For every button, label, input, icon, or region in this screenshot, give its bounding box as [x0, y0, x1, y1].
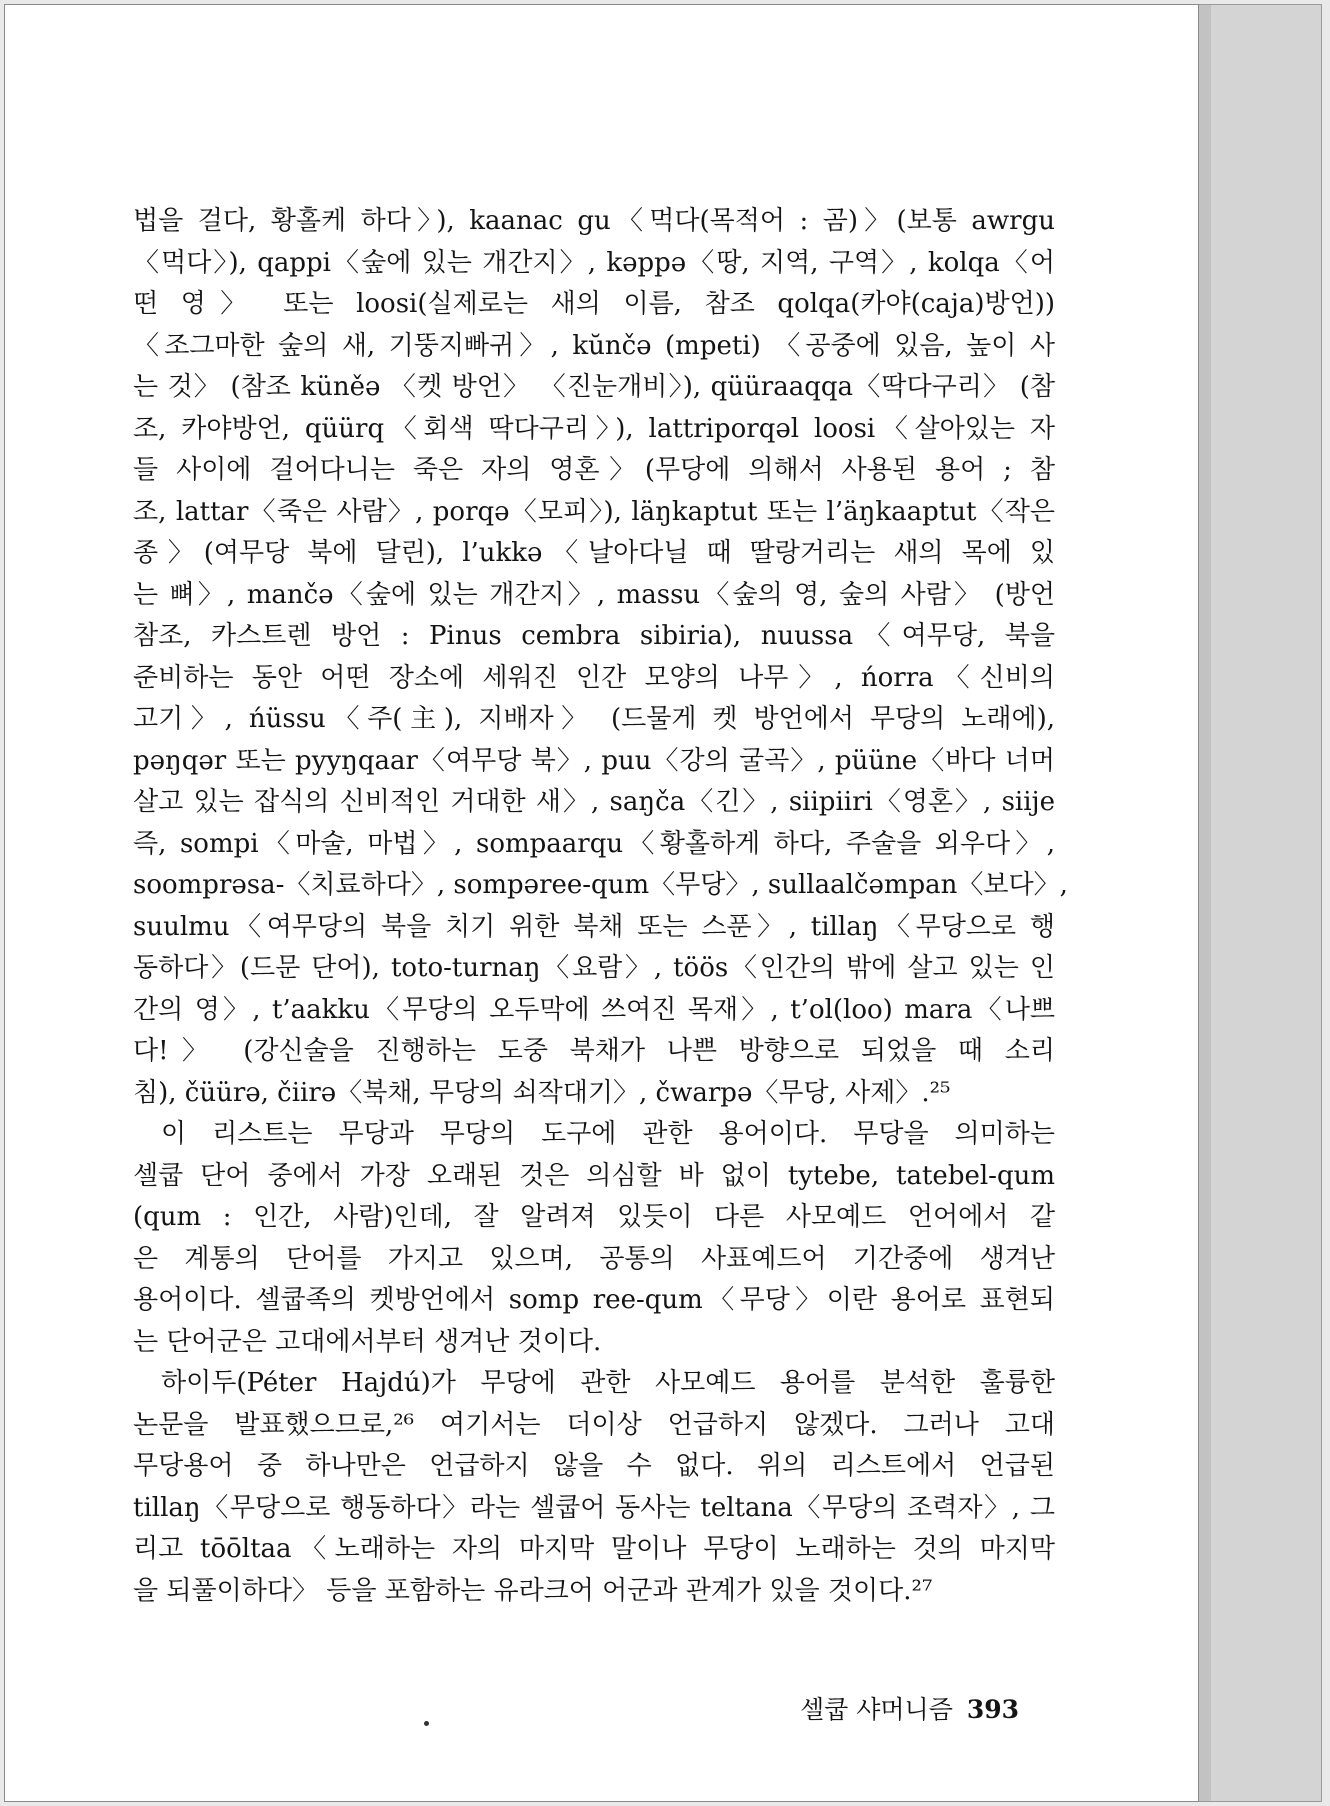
page-body-text [133, 201, 1068, 1612]
text-line: 조, 카야방언, qüürq〈회색 딱다구리〉), lattriporqəl loosi〈살아있는 자 [133, 413, 1055, 444]
text-line: 동하다〉(드문 단어), toto-turnaŋ〈요람〉, töös〈인간의 밖에 살고 있는 인 [133, 953, 1055, 983]
text-line: 고기〉, ńüssu〈주(主), 지배자〉 (드물게 켓 방언에서 무당의 노래에), [133, 704, 1055, 734]
page-number: 393 [966, 1695, 1020, 1724]
text-line: 법을 걸다, 황홀케 하다〉), kaanac gu〈먹다(목적어 : 곰)〉(보통 awrgu [133, 206, 1055, 236]
paragraph-first-line: 이 리스트는 무당과 무당의 도구에 관한 용어이다. 무당을 의미하는 [161, 1119, 1055, 1149]
text-line: 을 되풀이하다〉 등을 포함하는 유라크어 어군과 관계가 있을 것이다.²⁷ [133, 1575, 933, 1606]
text-line: 들 사이에 걸어다니는 죽은 자의 영혼〉(무당에 의해서 사용된 용어 ; 참 [133, 455, 1055, 485]
text-line: 조, lattar〈죽은 사람〉, porqə〈모피〉), läŋkaptut 또는 l’äŋkaaptut〈작은 [133, 496, 1055, 527]
text-line: 무당용어 중 하나만은 언급하지 않을 수 없다. 위의 리스트에서 언급된 [133, 1451, 1055, 1481]
text-line: 셀쿱 단어 중에서 가장 오래된 것은 의심할 바 없이 tytebe, tatebel-qum [133, 1160, 1055, 1191]
text-line: 용어이다. 셀쿱족의 켓방언에서 somp ree-qum〈무당〉이란 용어로 표현되 [133, 1285, 1055, 1315]
text-line: 리고 tōōltaa〈노래하는 자의 마지막 말이나 무당이 노래하는 것의 마지막 [133, 1534, 1055, 1564]
text-line: 떤 영〉 또는 loosi(실제로는 새의 이름, 참조 qolqa(카야(caja)방언)) [133, 289, 1055, 319]
text-line: 침), čüürə, čiirə〈북채, 무당의 쇠작대기〉, čwarpə〈무당, 사제〉.²⁵ [133, 1077, 951, 1108]
running-title: 셀쿱 샤머니즘 [800, 1695, 953, 1724]
text-line: tillaŋ〈무당으로 행동하다〉라는 셀쿱어 동사는 teltana〈무당의 조력자〉, 그 [133, 1492, 1055, 1523]
text-line: soomprəsa-〈치료하다〉, sompəree-qum〈무당〉, sullaalčəmpan〈보다〉, [133, 870, 1068, 900]
text-line: 는 뼈〉, mančə〈숲에 있는 개간지〉, massu〈숲의 영, 숲의 사람〉 (방언 [133, 579, 1055, 610]
text-line: 준비하는 동안 어떤 장소에 세워진 인간 모양의 나무〉, ńorra〈신비의 [133, 662, 1055, 693]
text-line: 〈먹다〉), qappi〈숲에 있는 개간지〉, kəppə〈땅, 지역, 구역〉, kolqa〈어 [133, 247, 1055, 278]
text-line: 즉, sompi〈마술, 마법〉, sompaarqu〈황홀하게 하다, 주술을 외우다〉, [133, 828, 1055, 859]
book-spine [1190, 4, 1322, 1802]
text-line: 논문을 발표했으므로,²⁶ 여기서는 더이상 언급하지 않겠다. 그러나 고대 [133, 1409, 1055, 1440]
text-line: 살고 있는 잡식의 신비적인 거대한 새〉, saŋča〈긴〉, siipiiri〈영혼〉, siije [133, 787, 1055, 817]
text-line: 는 것〉 (참조 küněə 〈켓 방언〉 〈진눈개비〉), qüüraaqqa〈딱다구리〉 (참 [133, 372, 1055, 402]
scan-speck [424, 1721, 429, 1726]
page-footer [800, 1690, 1019, 1726]
text-line: pəŋqər 또는 pyyŋqaar〈여무당 북〉, puu〈강의 굴곡〉, püüne〈바다 너머 [133, 745, 1055, 776]
text-line: 참조, 카스트렌 방언 : Pinus cembra sibiria), nuussa〈여무당, 북을 [133, 621, 1055, 651]
text-line: suulmu〈여무당의 북을 치기 위한 북채 또는 스푼〉, tillaŋ〈무당으로 행 [133, 911, 1055, 942]
paragraph-first-line: 하이두(Péter Hajdú)가 무당에 관한 사모예드 용어를 분석한 훌륭한 [161, 1368, 1055, 1398]
text-line: 종〉(여무당 북에 달린), l’ukkə〈날아다닐 때 딸랑거리는 새의 목에 있 [133, 538, 1055, 568]
text-line: 〈조그마한 숲의 새, 기뚱지빠귀〉, kŭnčə (mpeti) 〈공중에 있음, 높이 사 [133, 330, 1055, 361]
text-line: 은 계통의 단어를 가지고 있으며, 공통의 사표예드어 기간중에 생겨난 [133, 1243, 1055, 1274]
text-line: (qum : 인간, 사람)인데, 잘 알려져 있듯이 다른 사모예드 언어에서 같 [133, 1202, 1055, 1232]
text-line: 는 단어군은 고대에서부터 생겨난 것이다. [133, 1326, 602, 1357]
book-page [4, 4, 1199, 1802]
text-line: 간의 영〉, t’aakku〈무당의 오두막에 쓰여진 목재〉, t’ol(loo) mara〈나쁘 [133, 994, 1055, 1025]
text-line: 다!〉 (강신술을 진행하는 도중 북채가 나쁜 방향으로 되었을 때 소리 [133, 1036, 1055, 1066]
